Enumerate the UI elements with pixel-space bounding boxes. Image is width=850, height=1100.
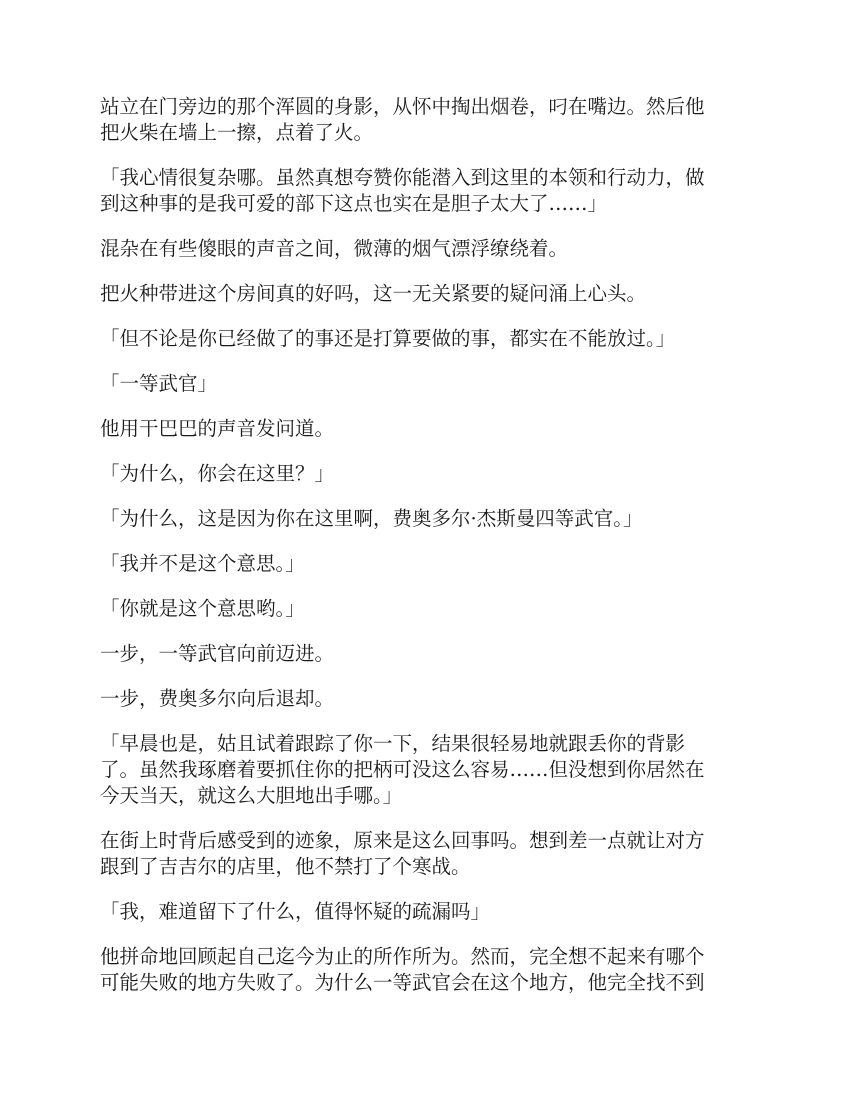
text-line: 到这种事的是我可爱的部下这点也实在是胆子太大了……」 [100,192,608,215]
paragraph [100,551,750,577]
paragraph [100,731,750,809]
paragraph [100,461,750,487]
text-line: 「我并不是这个意思。」 [100,552,305,575]
text-line: 跟到了吉吉尔的店里，他不禁打了个寒战。 [100,855,471,878]
paragraph [100,326,750,352]
text-line: 「为什么，你会在这里？」 [100,462,335,485]
text-line: 把火种带进这个房间真的好吗，这一无关紧要的疑问涌上心头。 [100,282,647,305]
text-line: 混杂在有些傻眼的声音之间，微薄的烟气漂浮缭绕着。 [100,237,569,260]
text-line: 他拼命地回顾起自己迄今为止的所作所为。然而，完全想不起来有哪个 [100,945,705,968]
text-line: 「我心情很复杂哪。虽然真想夸赞你能潜入到这里的本领和行动力，做 [100,166,705,189]
paragraph [100,236,750,262]
text-line: 今天当天，就这么大胆地出手哪。」 [100,784,403,807]
text-line: 「一等武官」 [100,372,218,395]
paragraph [100,596,750,622]
document-page [100,94,750,1015]
paragraph [100,165,750,217]
text-line: 一步，费奥多尔向后退却。 [100,687,335,710]
paragraph [100,371,750,397]
paragraph [100,828,750,880]
text-line: 把火柴在墙上一擦，点着了火。 [100,121,374,144]
text-line: 在街上时背后感受到的迹象，原来是这么回事吗。想到差一点就让对方 [100,829,705,852]
text-line: 一步，一等武官向前迈进。 [100,642,335,665]
paragraph [100,506,750,532]
paragraph [100,641,750,667]
paragraph [100,416,750,442]
paragraph [100,899,750,925]
text-line: 「但不论是你已经做了的事还是打算要做的事，都实在不能放过。」 [100,327,676,350]
text-line: 「为什么，这是因为你在这里啊，费奥多尔·杰斯曼四等武官。」 [100,507,643,530]
text-line: 「我，难道留下了什么，值得怀疑的疏漏吗」 [100,900,491,923]
text-line: 站立在门旁边的那个浑圆的身影，从怀中掏出烟卷，叼在嘴边。然后他 [100,95,705,118]
paragraph [100,281,750,307]
paragraph [100,686,750,712]
text-line: 了。虽然我琢磨着要抓住你的把柄可没这么容易……但没想到你居然在 [100,758,705,781]
text-line: 「你就是这个意思哟。」 [100,597,305,620]
paragraph [100,944,750,996]
paragraph [100,94,750,146]
text-line: 「早晨也是，姑且试着跟踪了你一下，结果很轻易地就跟丢你的背影 [100,732,686,755]
text-line: 可能失败的地方失败了。为什么一等武官会在这个地方，他完全找不到 [100,971,705,994]
text-line: 他用干巴巴的声音发问道。 [100,417,335,440]
